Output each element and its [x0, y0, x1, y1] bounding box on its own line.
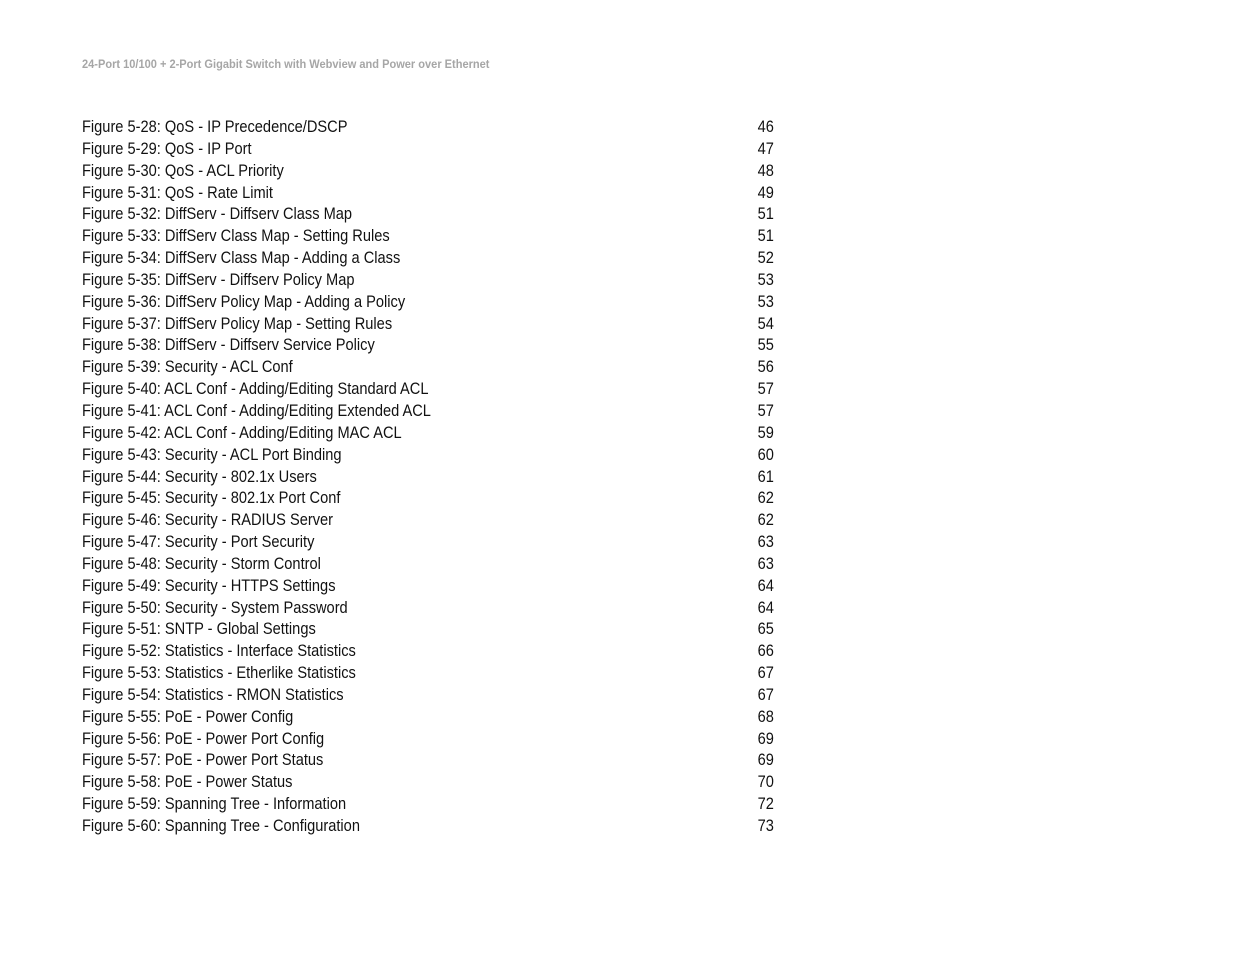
- figure-page-number: 64: [757, 597, 774, 617]
- figure-title: Figure 5-33: DiffServ Class Map - Setting Rules: [82, 226, 390, 246]
- figure-title: Figure 5-32: DiffServ - Diffserv Class Map: [82, 204, 353, 224]
- figure-entry: [82, 466, 774, 488]
- figure-entry: [82, 749, 774, 771]
- figure-entry: [82, 203, 774, 225]
- figure-page-number: 53: [757, 291, 774, 311]
- figure-title: Figure 5-60: Spanning Tree - Configuration: [82, 816, 360, 835]
- figure-entry: [82, 793, 774, 815]
- figure-title: Figure 5-35: DiffServ - Diffserv Policy Map: [82, 269, 355, 289]
- figure-entry: [82, 509, 774, 531]
- figure-page-number: 72: [757, 794, 774, 814]
- figure-title: Figure 5-49: Security - HTTPS Settings: [82, 575, 336, 595]
- figure-page-number: 61: [757, 466, 774, 486]
- figure-title: Figure 5-39: Security - ACL Conf: [82, 357, 293, 377]
- figure-entry: [82, 313, 774, 335]
- figure-title: Figure 5-40: ACL Conf - Adding/Editing Standard ACL: [82, 379, 429, 399]
- figure-page-number: 73: [757, 816, 774, 835]
- figure-page-number: 70: [757, 772, 774, 792]
- figure-page-number: 52: [757, 248, 774, 268]
- figure-title: Figure 5-29: QoS - IP Port: [82, 138, 252, 158]
- figure-page-number: 69: [757, 728, 774, 748]
- figure-title: Figure 5-57: PoE - Power Port Status: [82, 750, 324, 770]
- figure-entry: [82, 706, 774, 728]
- running-header: 24-Port 10/100 + 2-Port Gigabit Switch with Webview and Power over Ethernet: [82, 57, 490, 71]
- figure-entry: [82, 334, 774, 356]
- figure-page-number: 57: [757, 379, 774, 399]
- figure-page-number: 51: [757, 226, 774, 246]
- figure-title: Figure 5-41: ACL Conf - Adding/Editing Extended ACL: [82, 400, 431, 420]
- figure-entry: [82, 422, 774, 444]
- figure-page-number: 48: [757, 160, 774, 180]
- figure-title: Figure 5-30: QoS - ACL Priority: [82, 160, 284, 180]
- figure-title: Figure 5-50: Security - System Password: [82, 597, 348, 617]
- figure-entry: [82, 618, 774, 640]
- figure-entry: [82, 444, 774, 466]
- figure-entry: [82, 597, 774, 619]
- figure-title: Figure 5-46: Security - RADIUS Server: [82, 510, 334, 530]
- figure-page-number: 63: [757, 553, 774, 573]
- figure-page-number: 54: [757, 313, 774, 333]
- figure-page-number: 66: [757, 641, 774, 661]
- figure-page-number: 60: [757, 444, 774, 464]
- figure-entry: [82, 378, 774, 400]
- figure-title: Figure 5-59: Spanning Tree - Information: [82, 794, 347, 814]
- figure-page-number: 56: [757, 357, 774, 377]
- figure-entry: [82, 487, 774, 509]
- figure-page-number: 49: [757, 182, 774, 202]
- figure-entry: [82, 640, 774, 662]
- figure-page-number: 68: [757, 706, 774, 726]
- figure-title: Figure 5-37: DiffServ Policy Map - Setting Rules: [82, 313, 393, 333]
- figure-title: Figure 5-54: Statistics - RMON Statistics: [82, 684, 344, 704]
- figure-entry: [82, 225, 774, 247]
- figure-title: Figure 5-58: PoE - Power Status: [82, 772, 293, 792]
- figure-title: Figure 5-56: PoE - Power Port Config: [82, 728, 325, 748]
- figure-title: Figure 5-48: Security - Storm Control: [82, 553, 321, 573]
- figure-entry: [82, 531, 774, 553]
- figure-entry: [82, 269, 774, 291]
- figure-page-number: 63: [757, 532, 774, 552]
- figure-title: Figure 5-51: SNTP - Global Settings: [82, 619, 316, 639]
- figure-title: Figure 5-52: Statistics - Interface Statistics: [82, 641, 356, 661]
- figure-title: Figure 5-55: PoE - Power Config: [82, 706, 294, 726]
- figure-entry: [82, 815, 774, 837]
- figure-page-number: 53: [757, 269, 774, 289]
- figure-page-number: 46: [757, 117, 774, 136]
- figure-title: Figure 5-42: ACL Conf - Adding/Editing MAC ACL: [82, 422, 402, 442]
- figure-title: Figure 5-28: QoS - IP Precedence/DSCP: [82, 117, 348, 136]
- figure-entry: [82, 138, 774, 160]
- figure-page-number: 65: [757, 619, 774, 639]
- figure-page-number: 62: [757, 510, 774, 530]
- figure-title: Figure 5-47: Security - Port Security: [82, 532, 315, 552]
- figure-entry: [82, 728, 774, 750]
- figure-page-number: 67: [757, 684, 774, 704]
- figure-page-number: 67: [757, 663, 774, 683]
- figure-title: Figure 5-38: DiffServ - Diffserv Service Policy: [82, 335, 375, 355]
- figure-title: Figure 5-34: DiffServ Class Map - Adding a Class: [82, 248, 401, 268]
- figure-entry: [82, 182, 774, 204]
- figure-entry: [82, 116, 774, 138]
- figure-title: Figure 5-43: Security - ACL Port Binding: [82, 444, 342, 464]
- figure-title: Figure 5-53: Statistics - Etherlike Statistics: [82, 663, 356, 683]
- figure-entry: [82, 684, 774, 706]
- figure-page-number: 59: [757, 422, 774, 442]
- figure-page-number: 55: [757, 335, 774, 355]
- figure-page-number: 57: [757, 400, 774, 420]
- figure-title: Figure 5-44: Security - 802.1x Users: [82, 466, 317, 486]
- figure-page-number: 62: [757, 488, 774, 508]
- figure-title: Figure 5-45: Security - 802.1x Port Conf: [82, 488, 341, 508]
- figure-page-number: 47: [757, 138, 774, 158]
- figure-title: Figure 5-36: DiffServ Policy Map - Adding a Policy: [82, 291, 406, 311]
- figure-entry: [82, 356, 774, 378]
- figure-entry: [82, 662, 774, 684]
- figure-entry: [82, 575, 774, 597]
- figure-entry: [82, 553, 774, 575]
- figure-page-number: 64: [757, 575, 774, 595]
- figure-entry: [82, 160, 774, 182]
- figure-entry: [82, 400, 774, 422]
- figure-page-number: 51: [757, 204, 774, 224]
- figure-title: Figure 5-31: QoS - Rate Limit: [82, 182, 273, 202]
- figure-entry: [82, 247, 774, 269]
- figure-page-number: 69: [757, 750, 774, 770]
- list-of-figures: [82, 116, 774, 837]
- figure-entry: [82, 291, 774, 313]
- figure-entry: [82, 771, 774, 793]
